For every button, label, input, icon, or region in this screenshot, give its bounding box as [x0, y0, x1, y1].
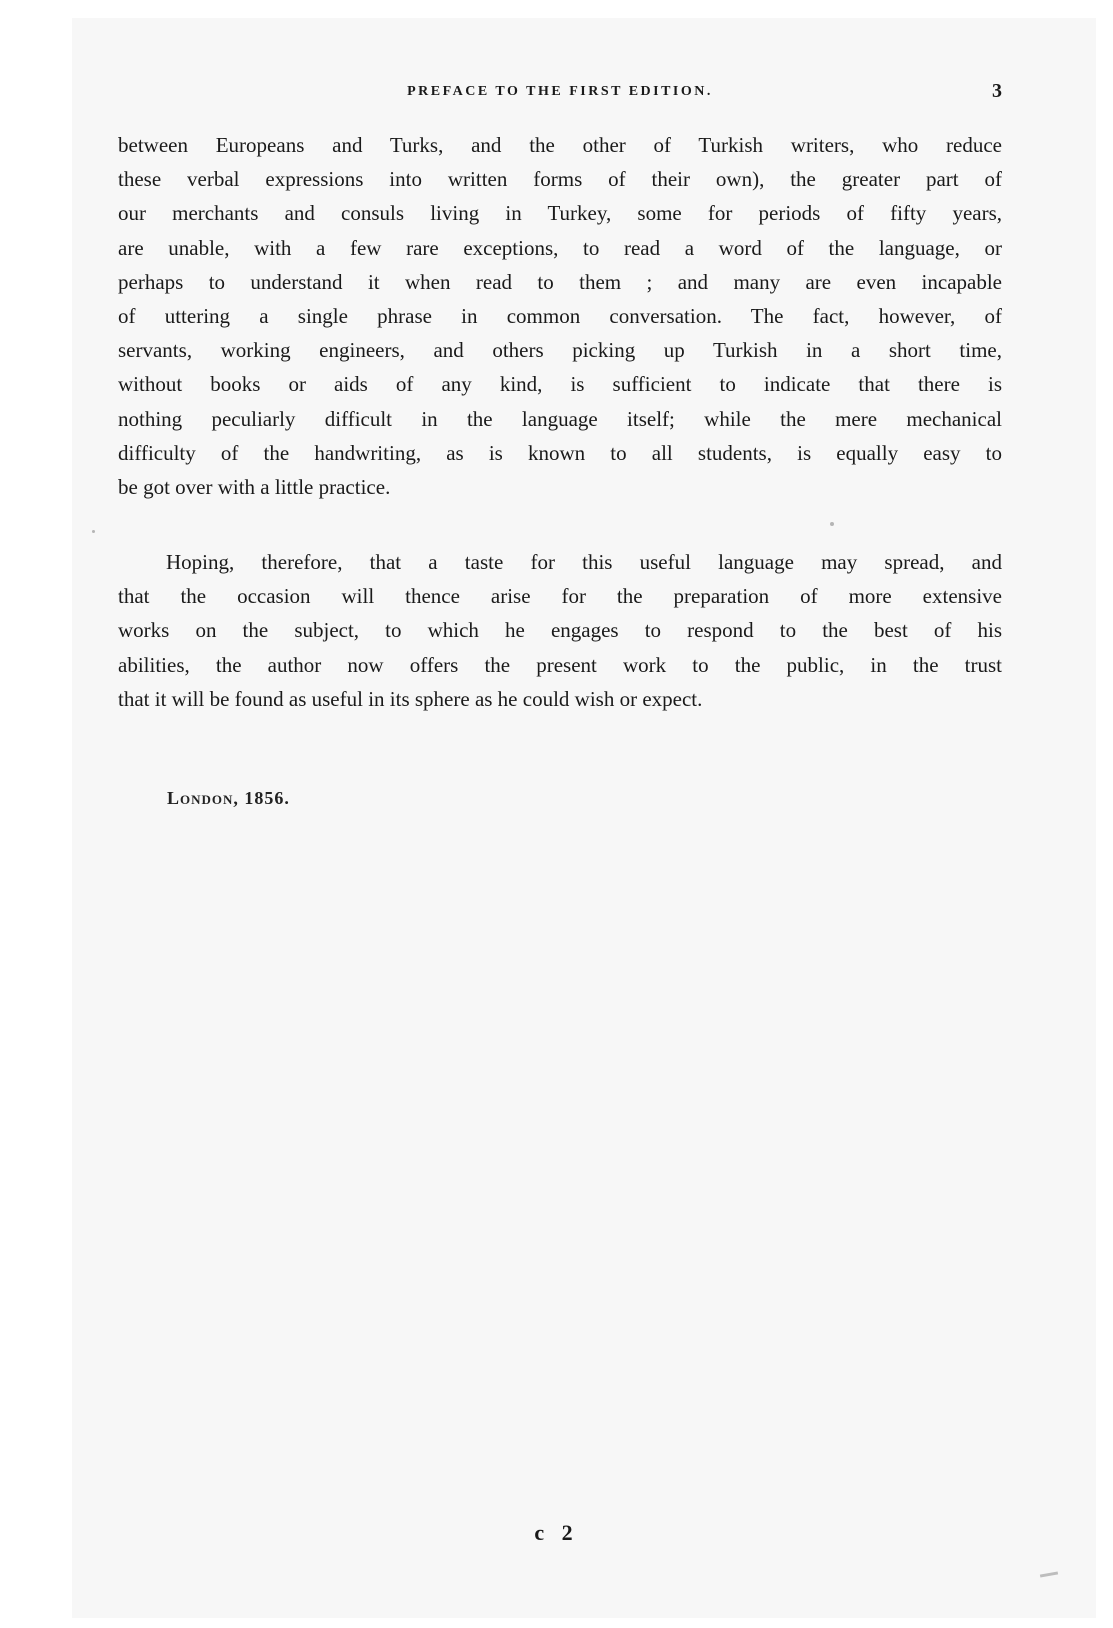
text-line: perhaps to understand it when read to them ; and many are even incapable: [118, 269, 1002, 294]
text-line: that it will be found as useful in its sphere as he could wish or expect.: [118, 686, 703, 711]
text-line: these verbal expressions into written forms of their own), the greater part of: [118, 167, 1002, 192]
signature-mark: c 2: [534, 1520, 579, 1545]
text-line: servants, working engineers, and others picking up Turkish in a short time,: [118, 338, 1002, 363]
dateline-separator: ,: [233, 788, 245, 808]
paragraph-closing: [118, 545, 1002, 716]
dateline: [167, 788, 290, 809]
text-line: between Europeans and Turks, and the other of Turkish writers, who reduce: [118, 133, 1002, 157]
text-line: of uttering a single phrase in common conversation. The fact, however, of: [118, 303, 1002, 328]
text-line: Hoping, therefore, that a taste for this useful language may spread, and: [166, 550, 1002, 574]
dateline-year: 1856.: [244, 788, 290, 808]
text-line: nothing peculiarly difficult in the language itself; while the mere mechanical: [118, 406, 1002, 431]
dateline-place: London: [167, 788, 234, 808]
running-title: PREFACE TO THE FIRST EDITION.: [407, 84, 713, 99]
text-line: our merchants and consuls living in Turkey, some for periods of fifty years,: [118, 201, 1002, 226]
text-line: are unable, with a few rare exceptions, to read a word of the language, or: [118, 235, 1002, 260]
text-line: difficulty of the handwriting, as is known to all students, is equally easy to: [118, 440, 1002, 465]
text-line: be got over with a little practice.: [118, 474, 391, 499]
text-line: that the occasion will thence arise for the preparation of more extensive: [118, 584, 1002, 609]
running-head: [118, 78, 1002, 102]
page-number: 3: [992, 80, 1002, 102]
text-line: abilities, the author now offers the present work to the public, in the trust: [118, 652, 1002, 677]
paper-speck: [92, 530, 95, 533]
paper-speck: [830, 522, 834, 526]
text-line: without books or aids of any kind, is sufficient to indicate that there is: [118, 372, 1002, 397]
text-line: works on the subject, to which he engages to respond to the best of his: [118, 618, 1002, 643]
paragraph-continuation: [118, 128, 1002, 504]
